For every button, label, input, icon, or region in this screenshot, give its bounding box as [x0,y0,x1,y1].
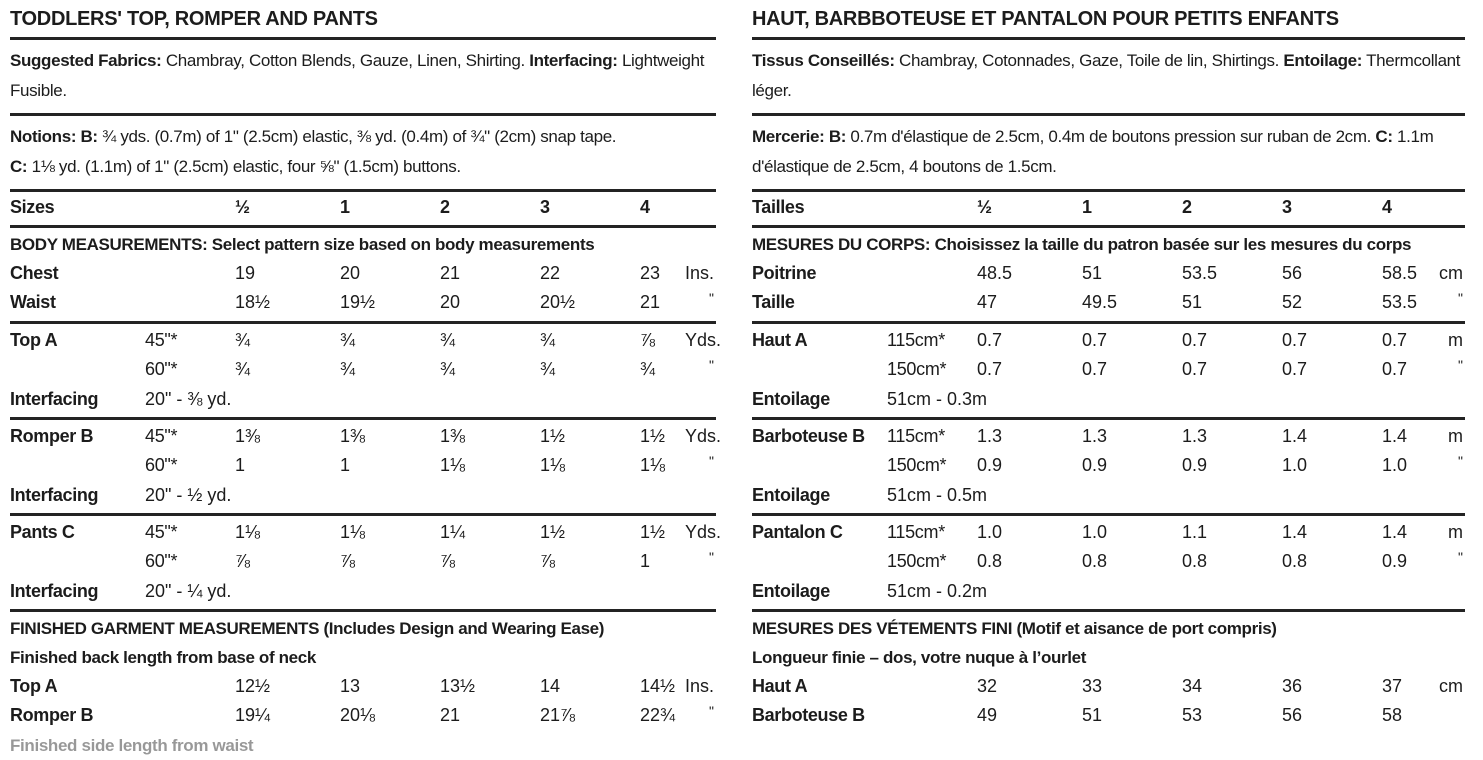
size-value: ⅞ [640,330,656,350]
section-heading-row [752,225,1465,259]
size-value: 1.4 [1282,522,1308,542]
size-value: ⅞ [540,551,556,571]
mercerie-line1 [752,122,1465,152]
size-value: 1.0 [1082,522,1108,542]
size-value: 32 [977,676,998,696]
size-value: 53.5 [1382,292,1418,312]
size-value: 0.9 [1082,455,1108,475]
size-value: 1⅛ [235,522,261,542]
tissus-conseilles-paragraph [752,40,1465,116]
section-heading-row [10,643,716,672]
size-value: 56 [1282,263,1303,283]
size-value: 23 [640,263,661,283]
notions-line2 [10,152,716,182]
size-value: 1.3 [977,426,1003,446]
size-value: 1½ [640,522,666,542]
size-value: ¾ [340,359,356,379]
mercerie-line2 [752,152,1465,182]
french-column [752,6,1465,740]
table-row [10,451,716,481]
row-label: Tailles [752,197,805,217]
size-value: 20½ [540,292,576,312]
row-label: Taille [752,292,795,312]
size-value: 37 [1382,676,1403,696]
size-value: 18½ [235,292,271,312]
size-value: 1.3 [1082,426,1108,446]
size-value: ¾ [540,359,556,379]
size-value: 21 [440,263,461,283]
size-value: 0.7 [1182,359,1208,379]
unit-label: cm [1439,676,1463,696]
row-label: Poitrine [752,263,817,283]
unit-label: " [1458,290,1463,306]
row-label: Pantalon C [752,522,843,542]
size-value: 3 [1282,197,1293,217]
interfacing-row [10,481,716,510]
size-value: 22¾ [640,705,676,725]
clipped-bottom-row [10,731,716,755]
table-row [752,193,1465,222]
size-value: 2 [1182,197,1193,217]
unit-label: cm [1439,263,1463,283]
table-row [10,355,716,385]
size-value: 47 [977,292,998,312]
unit-label: " [709,290,714,306]
size-value: 20 [340,263,361,283]
size-value: 0.7 [1382,330,1408,350]
unit-label: " [1458,549,1463,565]
size-value: 1⅛ [640,455,666,475]
size-value: 0.7 [1282,330,1308,350]
unit-label: " [709,549,714,565]
table-row [10,701,716,731]
fabric-width-label: 60"* [145,359,178,379]
size-value: 19 [235,263,256,283]
section-heading: Finished back length from base of neck [10,648,316,667]
size-value: 1½ [540,426,566,446]
table-row [10,417,722,451]
size-value: 20 [440,292,461,312]
unit-label: m [1448,426,1463,446]
size-value: 1¼ [440,522,466,542]
size-value: 22 [540,263,561,283]
size-value: 2 [440,197,451,217]
table-row [10,193,716,222]
row-label: Waist [10,292,56,312]
section-heading-row [752,609,1465,643]
size-value: 3 [540,197,551,217]
table-row [752,417,1465,451]
size-value: 1 [1082,197,1093,217]
interfacing-value: 20" - ⅜ yd. [145,389,232,409]
size-value: 1⅛ [340,522,366,542]
size-value: 21⅞ [540,705,576,725]
unit-label: " [1458,453,1463,469]
size-value: 1 [340,455,351,475]
table-row [752,321,1465,355]
size-value: ¾ [640,359,656,379]
size-value: 1 [640,551,651,571]
interfacing-value: 51cm - 0.2m [887,581,988,601]
section-heading-row [10,225,716,259]
table-row [752,701,1465,730]
table-row [752,259,1465,288]
size-value: ⅞ [340,551,356,571]
row-label: Romper B [10,705,94,725]
size-value: 1.3 [1182,426,1208,446]
section-heading: FINISHED GARMENT MEASUREMENTS (Includes Design and Wearing Ease) [10,619,605,638]
size-value: ¾ [340,330,356,350]
fabric-width-label: 150cm* [887,551,947,571]
size-value: 34 [1182,676,1203,696]
interfacing-label: Interfacing: [529,51,618,70]
size-value: 0.7 [1082,359,1108,379]
size-value: 51 [1182,292,1203,312]
section-heading-row [752,643,1465,672]
notions-line1 [10,122,716,152]
size-value: 0.9 [977,455,1003,475]
size-value: 0.8 [1182,551,1208,571]
row-label: Top A [10,330,58,350]
unit-label: " [709,357,714,373]
size-value: ¾ [235,330,251,350]
size-value: 0.7 [1182,330,1208,350]
interfacing-text: Lightweight [617,51,705,70]
unit-label: " [709,703,714,719]
size-value: ⅞ [235,551,251,571]
size-value: 1⅛ [440,455,466,475]
table-row [10,259,716,288]
interfacing-row [752,481,1465,510]
size-value: 1.0 [1382,455,1408,475]
size-value: 4 [1382,197,1393,217]
notions-c-label: C: [10,157,28,176]
size-value: 51 [1082,263,1103,283]
size-value: 4 [640,197,651,217]
size-value: 1.4 [1382,426,1408,446]
size-value: 14 [540,676,561,696]
section-heading: MESURES DU CORPS: Choisissez la taille du patron basée sur les mesures du corps [752,235,1412,254]
fabric-width-label: 115cm* [887,522,945,542]
unit-label: " [709,453,714,469]
size-value: 0.8 [1282,551,1308,571]
unit-label: " [1458,357,1463,373]
size-value: 12½ [235,676,271,696]
suggested-fabrics-text-continued: Fusible. [10,81,67,100]
fabric-width-label: 150cm* [887,359,947,379]
row-label: Interfacing [10,581,99,601]
interfacing-value: 20" - ¼ yd. [145,581,232,601]
english-column [10,6,722,755]
size-value: 0.7 [977,330,1003,350]
size-value: 13½ [440,676,476,696]
size-value: ½ [235,197,251,217]
fabric-width-label: 115cm* [887,426,945,446]
interfacing-row [10,385,716,414]
section-heading-row [10,609,716,643]
table-row [752,547,1465,577]
size-value: 1½ [540,522,566,542]
size-value: ⅞ [440,551,456,571]
unit-label: Ins. [685,676,715,696]
suggested-fabrics-text: Chambray, Cotton Blends, Gauze, Linen, Shirting. [161,51,530,70]
table-row [752,451,1465,481]
size-value: 52 [1282,292,1303,312]
size-value: 21 [440,705,461,725]
suggested-fabrics-line2 [10,76,716,106]
row-label: Top A [10,676,58,696]
row-label: Entoilage [752,581,830,601]
tissus-text: Chambray, Cotonnades, Gaze, Toile de lin, Shirtings. [894,51,1284,70]
size-value: 0.9 [1382,551,1408,571]
row-label: Romper B [10,426,94,446]
size-value: 56 [1282,705,1303,725]
row-label: Interfacing [10,389,99,409]
size-value: 1⅜ [235,426,261,446]
size-value: 21 [640,292,661,312]
row-label: Chest [10,263,59,283]
row-label: Entoilage [752,485,830,505]
tissus-label: Tissus Conseillés: [752,51,895,70]
fabric-width-label: 115cm* [887,330,945,350]
entoilage-text: Thermcollant [1362,51,1461,70]
fabric-width-label: 45"* [145,330,178,350]
clipped-row-text: Finished side length from waist [10,736,254,755]
suggested-fabrics-paragraph [10,40,716,116]
section-heading: Longueur finie – dos, votre nuque à l’ourlet [752,648,1087,667]
size-value: 1.0 [1282,455,1308,475]
interfacing-row [10,577,716,606]
size-value: ¾ [235,359,251,379]
english-size-table [10,193,722,755]
size-value: 0.7 [1382,359,1408,379]
mercerie-c-text: 1.1m [1392,127,1434,146]
unit-label: m [1448,522,1463,542]
size-value: 0.8 [977,551,1003,571]
row-label: Interfacing [10,485,99,505]
size-value: 58 [1382,705,1403,725]
section-heading: BODY MEASUREMENTS: Select pattern size based on body measurements [10,235,595,254]
size-value: 1 [340,197,351,217]
page-title-french: HAUT, BARBBOTEUSE ET PANTALON POUR PETITS ENFANTS [752,6,1465,40]
interfacing-row [752,577,1465,606]
mercerie-paragraph [752,116,1465,192]
tissus-text-continued: léger. [752,81,792,100]
page-title-english: TODDLERS' TOP, ROMPER AND PANTS [10,6,716,40]
size-value: 53 [1182,705,1203,725]
size-value: 1.0 [977,522,1003,542]
interfacing-row [752,385,1465,414]
size-value: 1.4 [1382,522,1408,542]
size-value: ¾ [440,330,456,350]
table-row [752,672,1465,701]
table-row [10,672,716,701]
size-value: 49 [977,705,998,725]
table-row [10,513,722,547]
row-label: Barboteuse B [752,705,865,725]
mercerie-label: Mercerie: B: [752,127,847,146]
size-value: ¾ [440,359,456,379]
unit-label: Yds. [685,426,722,446]
row-label: Entoilage [752,389,830,409]
fabric-width-label: 60"* [145,455,178,475]
size-value: 20⅛ [340,705,376,725]
tissus-line2 [752,76,1465,106]
size-value: 1⅜ [440,426,466,446]
table-row [752,355,1465,385]
fabric-width-label: 45"* [145,426,178,446]
notions-text-c: 1⅛ yd. (1.1m) of 1" (2.5cm) elastic, four ⅝" (1.5cm) buttons. [27,157,461,176]
size-value: 19½ [340,292,376,312]
section-heading: MESURES DES VÉTEMENTS FINI (Motif et aisance de port compris) [752,619,1277,638]
suggested-fabrics-line1 [10,46,716,76]
table-row [752,288,1465,318]
size-value: 58.5 [1382,263,1418,283]
size-value: ½ [977,197,993,217]
tissus-line1 [752,46,1465,76]
entoilage-label: Entoilage: [1283,51,1363,70]
size-value: 48.5 [977,263,1013,283]
size-value: 1.1 [1182,522,1208,542]
notions-paragraph [10,116,716,192]
size-value: 36 [1282,676,1303,696]
row-label: Haut A [752,676,808,696]
table-row [10,288,716,318]
mercerie-text-continued: d'élastique de 2.5cm, 4 boutons de 1.5cm. [752,157,1057,176]
interfacing-value: 51cm - 0.3m [887,389,988,409]
size-value: 51 [1082,705,1103,725]
french-size-table [752,193,1465,730]
suggested-fabrics-label: Suggested Fabrics: [10,51,162,70]
notions-text-b: ¾ yds. (0.7m) of 1" (2.5cm) elastic, ⅜ yd. (0.4m) of ¾" (2cm) snap tape. [97,127,617,146]
size-value: 1⅛ [540,455,566,475]
unit-label: Yds. [685,330,722,350]
mercerie-text-b: 0.7m d'élastique de 2.5cm, 0.4m de boutons pression sur ruban de 2cm. [846,127,1376,146]
table-row [752,513,1465,547]
unit-label: Ins. [685,263,715,283]
size-value: 49.5 [1082,292,1118,312]
size-value: 0.7 [977,359,1003,379]
size-value: 0.7 [1082,330,1108,350]
fabric-width-label: 45"* [145,522,178,542]
size-value: 1⅜ [340,426,366,446]
size-value: 0.7 [1282,359,1308,379]
row-label: Pants C [10,522,75,542]
size-value: ¾ [540,330,556,350]
size-value: 0.8 [1082,551,1108,571]
table-row [10,321,722,355]
unit-label: Yds. [685,522,722,542]
size-value: 19¼ [235,705,271,725]
interfacing-value: 20" - ½ yd. [145,485,232,505]
size-value: 0.9 [1182,455,1208,475]
size-value: 1.4 [1282,426,1308,446]
fabric-width-label: 150cm* [887,455,947,475]
notions-label: Notions: B: [10,127,98,146]
row-label: Barboteuse B [752,426,865,446]
interfacing-value: 51cm - 0.5m [887,485,988,505]
unit-label: m [1448,330,1463,350]
size-value: 53.5 [1182,263,1218,283]
mercerie-c-label: C: [1375,127,1393,146]
size-value: 14½ [640,676,676,696]
table-row [10,547,716,577]
size-value: 13 [340,676,361,696]
size-value: 1½ [640,426,666,446]
fabric-width-label: 60"* [145,551,178,571]
row-label: Haut A [752,330,808,350]
row-label: Sizes [10,197,55,217]
size-value: 1 [235,455,246,475]
size-value: 33 [1082,676,1103,696]
